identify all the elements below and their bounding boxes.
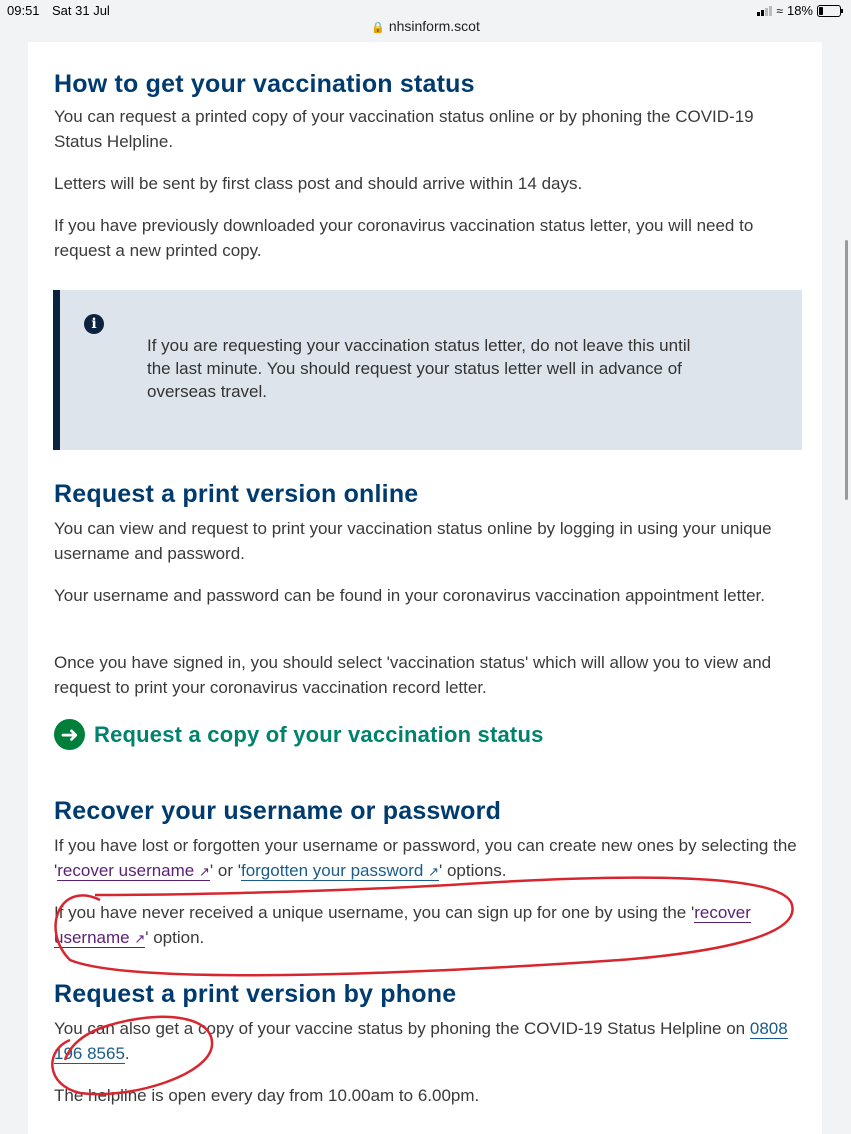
status-date: Sat 31 Jul	[52, 3, 110, 18]
link-label: recover username	[57, 861, 195, 880]
info-callout-text: If you are requesting your vaccination status letter, do not leave this until the last minute. You should request your status letter well in advance of overseas travel.	[147, 336, 691, 401]
paragraph-letters: Letters will be sent by first class post and should arrive within 14 days.	[54, 174, 583, 193]
cellular-signal-icon	[757, 6, 772, 16]
external-link-icon: ↗	[134, 931, 146, 946]
heading-recover: Recover your username or password	[54, 797, 502, 825]
recover-username-link[interactable]	[57, 861, 210, 881]
heading-print-online: Request a print version online	[54, 480, 419, 508]
link-label: forgotten your password	[240, 861, 424, 880]
url-text: nhsinform.scot	[388, 18, 480, 34]
paragraph-signed-in: Once you have signed in, you should select 'vaccination status' which will allow you to view and request to print your coronavirus vaccination record letter.	[54, 653, 772, 697]
info-icon: i	[84, 314, 104, 334]
lock-icon: 🔒	[371, 22, 385, 34]
text-fragment: ' option.	[145, 928, 205, 947]
forgotten-password-link[interactable]	[241, 861, 439, 881]
wifi-icon: ≈	[776, 3, 783, 18]
external-link-icon: ↗	[428, 864, 439, 879]
link-label: recover username	[54, 903, 751, 947]
status-indicators	[757, 3, 841, 18]
battery-icon	[817, 5, 841, 17]
status-time: 09:51	[7, 3, 40, 18]
heading-print-phone: Request a print version by phone	[54, 980, 457, 1008]
heading-vaccination-status: How to get your vaccination status	[54, 70, 475, 98]
text-fragment: If you have lost or forgotten your username or password, you can create new ones by selecting the '	[54, 836, 797, 880]
paragraph-lost-credentials	[54, 833, 799, 884]
paragraph-intro: You can request a printed copy of your vaccination status online or by phoning the COVID-19 Status Helpline.	[54, 107, 754, 151]
text-fragment: If you have never received a unique username, you can sign up for one by using the '	[54, 903, 695, 922]
arrow-right-circle-icon: ➜	[54, 719, 85, 750]
request-copy-label: Request a copy of your vaccination status	[94, 721, 544, 747]
text-fragment: .	[124, 1044, 130, 1063]
helpline-phone-link[interactable]: 0808 196 8565	[54, 1019, 788, 1063]
battery-percent: 18%	[786, 3, 813, 18]
request-copy-link[interactable]	[54, 719, 544, 750]
scrollbar[interactable]	[845, 240, 848, 500]
paragraph-view-online: You can view and request to print your vaccination status online by logging in using your unique username and password.	[54, 519, 772, 563]
paragraph-never-received	[54, 900, 799, 951]
external-link-icon: ↗	[199, 864, 210, 879]
paragraph-helpline-hours: The helpline is open every day from 10.00am to 6.00pm.	[54, 1086, 480, 1105]
paragraph-username-location: Your username and password can be found in your coronavirus vaccination appointment letter.	[54, 586, 765, 605]
info-callout	[53, 290, 802, 450]
text-fragment: You can also get a copy of your vaccine status by phoning the COVID-19 Status Helpline on	[54, 1019, 750, 1038]
text-fragment: ' or '	[209, 861, 241, 880]
text-fragment: ' options.	[439, 861, 507, 880]
paragraph-previous-download: If you have previously downloaded your coronavirus vaccination status letter, you will need to request a new printed copy.	[54, 216, 754, 260]
paragraph-phone	[54, 1016, 799, 1066]
page-content	[28, 42, 822, 1134]
url-bar[interactable]	[0, 18, 851, 42]
